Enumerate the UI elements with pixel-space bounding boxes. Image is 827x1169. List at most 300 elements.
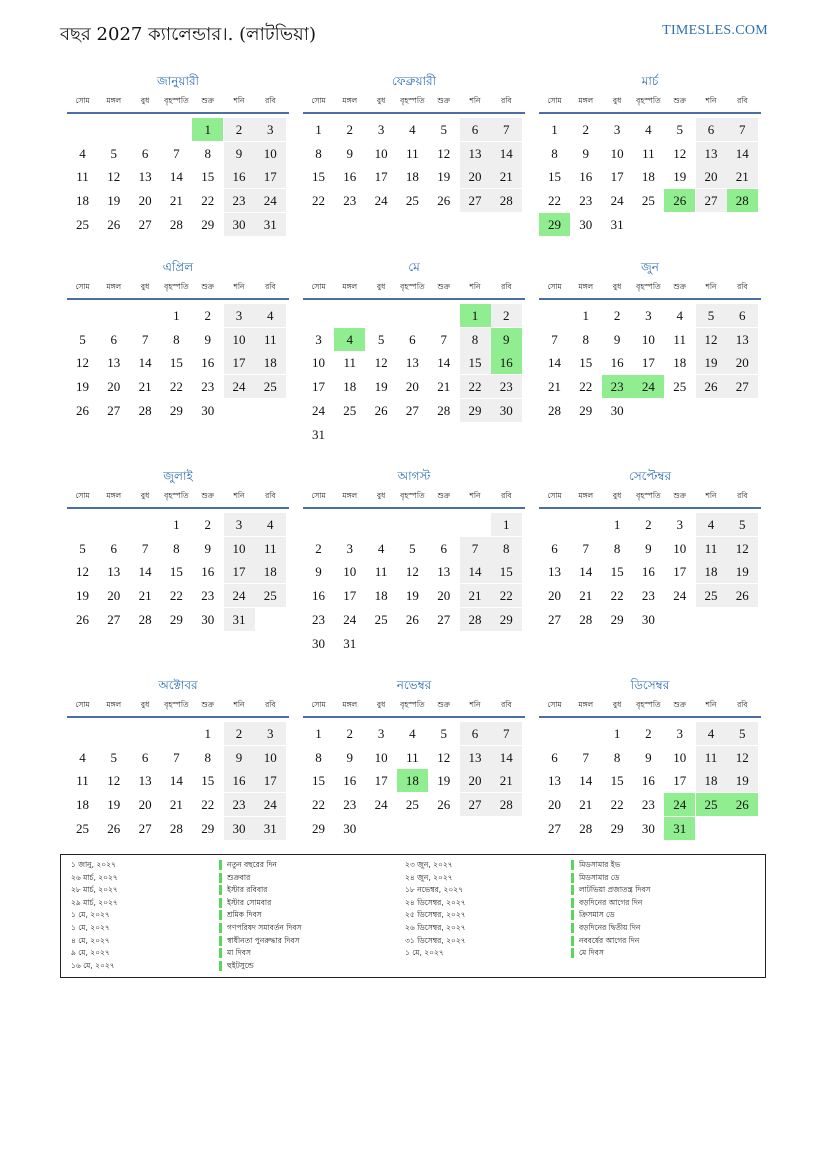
day-cell[interactable]: 14 <box>727 142 758 165</box>
day-cell[interactable]: 6 <box>460 722 491 745</box>
day-cell[interactable]: 10 <box>610 145 624 161</box>
day-cell[interactable]: 22 <box>610 797 624 813</box>
day-cell[interactable]: 9 <box>204 331 211 347</box>
day-cell[interactable]: 12 <box>107 773 121 789</box>
day-cell[interactable]: 9 <box>645 749 652 765</box>
day-cell[interactable]: 10 <box>641 331 655 347</box>
day-cell[interactable]: 5 <box>377 331 385 347</box>
day-cell[interactable]: 7 <box>173 145 180 161</box>
day-cell[interactable]: 14 <box>169 169 183 185</box>
day-cell[interactable]: 13 <box>548 564 561 580</box>
day-cell[interactable]: 3 <box>315 331 322 347</box>
day-cell[interactable]: 31 <box>255 213 286 236</box>
day-cell[interactable]: 2 <box>204 308 211 323</box>
day-cell[interactable]: 6 <box>440 540 447 556</box>
day-cell[interactable]: 7 <box>582 749 590 765</box>
day-cell[interactable]: 18 <box>405 169 419 185</box>
day-cell[interactable]: 7 <box>491 722 522 745</box>
day-cell[interactable]: 5 <box>110 145 118 161</box>
day-cell[interactable]: 18 <box>673 355 687 371</box>
day-cell[interactable]: 20 <box>696 165 727 188</box>
day-cell[interactable]: 26 <box>76 402 89 418</box>
day-cell[interactable]: 31 <box>343 635 357 651</box>
day-cell[interactable]: 18 <box>696 560 727 583</box>
day-cell[interactable]: 25 <box>673 379 687 395</box>
day-cell[interactable]: 19 <box>437 773 451 789</box>
day-cell[interactable]: 11 <box>642 145 655 161</box>
day-cell[interactable]: 21 <box>491 165 522 188</box>
day-cell[interactable]: 23 <box>343 797 357 813</box>
day-cell[interactable]: 4 <box>255 304 286 327</box>
day-cell[interactable]: 13 <box>138 169 152 185</box>
day-cell[interactable]: 24 <box>224 375 255 398</box>
day-cell[interactable]: 3 <box>377 122 385 137</box>
day-cell[interactable]: 26 <box>107 820 121 836</box>
day-cell[interactable]: 8 <box>204 145 211 161</box>
day-cell[interactable]: 14 <box>460 560 491 583</box>
day-cell[interactable]: 25 <box>405 193 419 209</box>
day-cell[interactable]: 27 <box>138 216 152 232</box>
day-cell[interactable]: 16 <box>343 773 357 789</box>
day-cell[interactable]: 21 <box>437 379 451 395</box>
day-cell[interactable]: 15 <box>460 351 491 374</box>
day-cell[interactable]: 19 <box>673 169 687 185</box>
day-cell[interactable]: 21 <box>138 379 152 395</box>
day-cell[interactable]: 22 <box>312 193 325 209</box>
day-cell[interactable]: 12 <box>673 145 687 161</box>
day-cell[interactable]: 18 <box>343 379 357 395</box>
day-cell[interactable]: 18 <box>696 769 727 792</box>
day-cell[interactable]: 11 <box>406 749 419 765</box>
day-cell[interactable]: 24 <box>610 193 624 209</box>
day-cell[interactable]: 12 <box>405 564 419 580</box>
day-cell[interactable]: 8 <box>315 145 322 161</box>
day-cell[interactable]: 26 <box>107 216 121 232</box>
day-cell[interactable]: 3 <box>255 722 286 745</box>
day-cell[interactable]: 20 <box>138 193 152 209</box>
day-cell[interactable]: 22 <box>491 584 522 607</box>
day-cell[interactable]: 27 <box>460 189 491 212</box>
day-cell[interactable]: 3 <box>224 304 255 327</box>
day-cell[interactable]: 19 <box>107 797 121 813</box>
day-cell[interactable]: 29 <box>460 399 491 422</box>
day-cell[interactable]: 22 <box>460 375 491 398</box>
day-cell[interactable]: 24 <box>255 793 286 816</box>
day-cell[interactable]: 6 <box>141 145 149 161</box>
day-cell[interactable]: 18 <box>76 193 89 209</box>
day-cell[interactable]: 15 <box>610 564 624 580</box>
holiday-day-cell[interactable]: 26 <box>727 793 758 816</box>
day-cell[interactable]: 6 <box>551 749 558 765</box>
day-cell[interactable]: 30 <box>641 820 655 836</box>
day-cell[interactable]: 24 <box>255 189 286 212</box>
day-cell[interactable]: 6 <box>551 540 558 556</box>
day-cell[interactable]: 30 <box>201 402 215 418</box>
day-cell[interactable]: 18 <box>76 797 89 813</box>
day-cell[interactable]: 5 <box>727 722 758 745</box>
day-cell[interactable]: 7 <box>141 331 149 347</box>
day-cell[interactable]: 22 <box>548 193 561 209</box>
day-cell[interactable]: 22 <box>169 588 183 604</box>
day-cell[interactable]: 6 <box>696 118 727 141</box>
day-cell[interactable]: 26 <box>437 797 451 813</box>
day-cell[interactable]: 22 <box>201 193 215 209</box>
day-cell[interactable]: 24 <box>673 588 687 604</box>
day-cell[interactable]: 17 <box>374 169 388 185</box>
day-cell[interactable]: 13 <box>405 355 419 371</box>
day-cell[interactable]: 21 <box>169 193 183 209</box>
day-cell[interactable]: 25 <box>696 584 727 607</box>
day-cell[interactable]: 6 <box>409 331 416 347</box>
day-cell[interactable]: 9 <box>224 746 255 769</box>
day-cell[interactable]: 2 <box>224 118 255 141</box>
day-cell[interactable]: 16 <box>201 355 215 371</box>
day-cell[interactable]: 15 <box>201 169 215 185</box>
day-cell[interactable]: 30 <box>201 611 215 627</box>
day-cell[interactable]: 31 <box>610 216 624 232</box>
day-cell[interactable]: 29 <box>201 820 215 836</box>
day-cell[interactable]: 27 <box>405 402 419 418</box>
day-cell[interactable]: 1 <box>582 308 590 323</box>
day-cell[interactable]: 3 <box>346 540 354 556</box>
day-cell[interactable]: 24 <box>343 611 357 627</box>
day-cell[interactable]: 8 <box>204 749 211 765</box>
holiday-day-cell[interactable]: 29 <box>539 213 570 236</box>
day-cell[interactable]: 2 <box>582 122 590 137</box>
day-cell[interactable]: 27 <box>107 402 121 418</box>
day-cell[interactable]: 26 <box>405 611 419 627</box>
day-cell[interactable]: 13 <box>437 564 451 580</box>
day-cell[interactable]: 25 <box>374 611 388 627</box>
day-cell[interactable]: 8 <box>613 540 621 556</box>
day-cell[interactable]: 6 <box>141 749 149 765</box>
day-cell[interactable]: 20 <box>548 588 561 604</box>
day-cell[interactable]: 2 <box>204 517 211 532</box>
day-cell[interactable]: 8 <box>582 331 590 347</box>
day-cell[interactable]: 5 <box>676 122 683 137</box>
day-cell[interactable]: 10 <box>343 564 357 580</box>
day-cell[interactable]: 30 <box>579 216 593 232</box>
day-cell[interactable]: 23 <box>201 588 215 604</box>
holiday-day-cell[interactable]: 18 <box>397 769 428 792</box>
day-cell[interactable]: 10 <box>673 749 687 765</box>
brand-link[interactable]: TIMESLES.COM <box>662 23 768 38</box>
day-cell[interactable]: 1 <box>491 513 522 536</box>
day-cell[interactable]: 4 <box>409 122 416 137</box>
day-cell[interactable]: 19 <box>374 379 388 395</box>
day-cell[interactable]: 29 <box>579 402 593 418</box>
day-cell[interactable]: 27 <box>437 611 451 627</box>
day-cell[interactable]: 5 <box>440 122 447 137</box>
day-cell[interactable]: 14 <box>548 355 561 371</box>
day-cell[interactable]: 12 <box>437 145 451 161</box>
day-cell[interactable]: 11 <box>696 746 727 769</box>
day-cell[interactable]: 28 <box>460 608 491 631</box>
day-cell[interactable]: 14 <box>579 564 593 580</box>
day-cell[interactable]: 17 <box>224 351 255 374</box>
day-cell[interactable]: 5 <box>79 540 86 556</box>
day-cell[interactable]: 1 <box>613 517 621 532</box>
day-cell[interactable]: 8 <box>551 145 558 161</box>
day-cell[interactable]: 17 <box>255 769 286 792</box>
day-cell[interactable]: 15 <box>169 355 183 371</box>
day-cell[interactable]: 20 <box>107 588 121 604</box>
day-cell[interactable]: 28 <box>491 189 522 212</box>
day-cell[interactable]: 11 <box>343 355 357 371</box>
day-cell[interactable]: 21 <box>727 165 758 188</box>
day-cell[interactable]: 7 <box>460 537 491 560</box>
day-cell[interactable]: 28 <box>437 402 451 418</box>
day-cell[interactable]: 29 <box>491 608 522 631</box>
day-cell[interactable]: 19 <box>437 169 451 185</box>
holiday-day-cell[interactable]: 26 <box>664 189 695 212</box>
day-cell[interactable]: 15 <box>548 169 561 185</box>
day-cell[interactable]: 30 <box>224 213 255 236</box>
day-cell[interactable]: 10 <box>224 328 255 351</box>
day-cell[interactable]: 10 <box>255 142 286 165</box>
day-cell[interactable]: 29 <box>169 402 183 418</box>
day-cell[interactable]: 28 <box>579 820 593 836</box>
day-cell[interactable]: 2 <box>224 722 255 745</box>
day-cell[interactable]: 3 <box>377 726 385 741</box>
day-cell[interactable]: 24 <box>224 584 255 607</box>
day-cell[interactable]: 13 <box>138 773 152 789</box>
day-cell[interactable]: 30 <box>343 820 357 836</box>
day-cell[interactable]: 17 <box>224 560 255 583</box>
day-cell[interactable]: 17 <box>374 773 388 789</box>
day-cell[interactable]: 16 <box>201 564 215 580</box>
day-cell[interactable]: 16 <box>343 169 357 185</box>
day-cell[interactable]: 25 <box>641 193 655 209</box>
day-cell[interactable]: 10 <box>673 540 687 556</box>
day-cell[interactable]: 18 <box>255 560 286 583</box>
day-cell[interactable]: 2 <box>645 726 652 741</box>
day-cell[interactable]: 12 <box>696 328 727 351</box>
day-cell[interactable]: 28 <box>169 216 183 232</box>
day-cell[interactable]: 12 <box>76 355 89 371</box>
day-cell[interactable]: 5 <box>79 331 86 347</box>
day-cell[interactable]: 4 <box>377 540 385 556</box>
day-cell[interactable]: 27 <box>460 793 491 816</box>
day-cell[interactable]: 13 <box>548 773 561 789</box>
day-cell[interactable]: 9 <box>204 540 211 556</box>
day-cell[interactable]: 9 <box>582 145 590 161</box>
day-cell[interactable]: 10 <box>255 746 286 769</box>
day-cell[interactable]: 19 <box>727 769 758 792</box>
day-cell[interactable]: 24 <box>374 797 388 813</box>
day-cell[interactable]: 30 <box>224 817 255 840</box>
day-cell[interactable]: 12 <box>374 355 388 371</box>
day-cell[interactable]: 21 <box>491 769 522 792</box>
holiday-day-cell[interactable]: 31 <box>664 817 695 840</box>
day-cell[interactable]: 19 <box>76 588 89 604</box>
day-cell[interactable]: 17 <box>610 169 624 185</box>
day-cell[interactable]: 4 <box>676 308 683 323</box>
day-cell[interactable]: 18 <box>641 169 655 185</box>
day-cell[interactable]: 25 <box>405 797 419 813</box>
holiday-day-cell[interactable]: 1 <box>460 304 491 327</box>
day-cell[interactable]: 16 <box>641 773 655 789</box>
day-cell[interactable]: 14 <box>579 773 593 789</box>
day-cell[interactable]: 3 <box>255 118 286 141</box>
day-cell[interactable]: 4 <box>79 145 86 161</box>
day-cell[interactable]: 8 <box>315 749 322 765</box>
day-cell[interactable]: 23 <box>224 189 255 212</box>
day-cell[interactable]: 17 <box>255 165 286 188</box>
holiday-day-cell[interactable]: 23 <box>602 375 633 398</box>
day-cell[interactable]: 25 <box>255 375 286 398</box>
day-cell[interactable]: 16 <box>610 355 624 371</box>
day-cell[interactable]: 9 <box>315 564 322 580</box>
day-cell[interactable]: 26 <box>696 375 727 398</box>
day-cell[interactable]: 1 <box>551 122 558 137</box>
day-cell[interactable]: 16 <box>641 564 655 580</box>
holiday-day-cell[interactable]: 1 <box>192 118 223 141</box>
day-cell[interactable]: 4 <box>409 726 416 741</box>
day-cell[interactable]: 9 <box>346 145 354 161</box>
day-cell[interactable]: 28 <box>138 402 152 418</box>
day-cell[interactable]: 9 <box>645 540 652 556</box>
day-cell[interactable]: 23 <box>641 588 655 604</box>
day-cell[interactable]: 29 <box>169 611 183 627</box>
day-cell[interactable]: 20 <box>727 351 758 374</box>
day-cell[interactable]: 16 <box>579 169 593 185</box>
day-cell[interactable]: 2 <box>491 304 522 327</box>
day-cell[interactable]: 13 <box>460 142 491 165</box>
day-cell[interactable]: 14 <box>138 564 152 580</box>
day-cell[interactable]: 3 <box>676 726 683 741</box>
day-cell[interactable]: 23 <box>491 375 522 398</box>
day-cell[interactable]: 26 <box>727 584 758 607</box>
day-cell[interactable]: 30 <box>610 402 624 418</box>
day-cell[interactable]: 10 <box>374 749 388 765</box>
day-cell[interactable]: 28 <box>138 611 152 627</box>
day-cell[interactable]: 1 <box>613 726 621 741</box>
day-cell[interactable]: 22 <box>201 797 215 813</box>
day-cell[interactable]: 7 <box>727 118 758 141</box>
day-cell[interactable]: 10 <box>224 537 255 560</box>
day-cell[interactable]: 14 <box>169 773 183 789</box>
day-cell[interactable]: 11 <box>76 773 89 789</box>
day-cell[interactable]: 2 <box>315 540 322 556</box>
day-cell[interactable]: 7 <box>491 118 522 141</box>
day-cell[interactable]: 27 <box>138 820 152 836</box>
day-cell[interactable]: 18 <box>255 351 286 374</box>
day-cell[interactable]: 30 <box>491 399 522 422</box>
day-cell[interactable]: 27 <box>727 375 758 398</box>
day-cell[interactable]: 5 <box>696 304 727 327</box>
day-cell[interactable]: 6 <box>460 118 491 141</box>
day-cell[interactable]: 14 <box>491 142 522 165</box>
day-cell[interactable]: 19 <box>405 588 419 604</box>
day-cell[interactable]: 8 <box>460 328 491 351</box>
holiday-day-cell[interactable]: 4 <box>334 328 365 351</box>
day-cell[interactable]: 16 <box>224 769 255 792</box>
day-cell[interactable]: 19 <box>727 560 758 583</box>
holiday-day-cell[interactable]: 24 <box>633 375 664 398</box>
day-cell[interactable]: 20 <box>437 588 451 604</box>
day-cell[interactable]: 20 <box>548 797 561 813</box>
day-cell[interactable]: 22 <box>169 379 183 395</box>
day-cell[interactable]: 15 <box>312 169 325 185</box>
day-cell[interactable]: 23 <box>201 379 215 395</box>
day-cell[interactable]: 21 <box>138 588 152 604</box>
day-cell[interactable]: 3 <box>645 308 652 323</box>
day-cell[interactable]: 27 <box>107 611 121 627</box>
day-cell[interactable]: 19 <box>107 193 121 209</box>
day-cell[interactable]: 8 <box>491 537 522 560</box>
day-cell[interactable]: 15 <box>169 564 183 580</box>
day-cell[interactable]: 30 <box>312 635 325 651</box>
day-cell[interactable]: 20 <box>405 379 419 395</box>
day-cell[interactable]: 12 <box>437 749 451 765</box>
day-cell[interactable]: 13 <box>727 328 758 351</box>
day-cell[interactable]: 10 <box>374 145 388 161</box>
day-cell[interactable]: 17 <box>673 773 687 789</box>
day-cell[interactable]: 26 <box>374 402 388 418</box>
day-cell[interactable]: 29 <box>312 820 325 836</box>
day-cell[interactable]: 6 <box>110 331 118 347</box>
day-cell[interactable]: 17 <box>312 379 325 395</box>
day-cell[interactable]: 26 <box>76 611 89 627</box>
day-cell[interactable]: 13 <box>107 355 121 371</box>
day-cell[interactable]: 11 <box>374 564 388 580</box>
day-cell[interactable]: 7 <box>173 749 180 765</box>
day-cell[interactable]: 13 <box>107 564 121 580</box>
day-cell[interactable]: 21 <box>579 797 593 813</box>
day-cell[interactable]: 7 <box>582 540 590 556</box>
day-cell[interactable]: 1 <box>204 726 211 741</box>
day-cell[interactable]: 30 <box>641 611 655 627</box>
day-cell[interactable]: 29 <box>201 216 215 232</box>
day-cell[interactable]: 21 <box>169 797 183 813</box>
day-cell[interactable]: 1 <box>173 517 180 532</box>
day-cell[interactable]: 1 <box>315 726 322 741</box>
day-cell[interactable]: 7 <box>141 540 149 556</box>
day-cell[interactable]: 15 <box>610 773 624 789</box>
day-cell[interactable]: 28 <box>491 793 522 816</box>
holiday-day-cell[interactable]: 16 <box>491 351 522 374</box>
day-cell[interactable]: 22 <box>579 379 593 395</box>
day-cell[interactable]: 14 <box>138 355 152 371</box>
day-cell[interactable]: 3 <box>224 513 255 536</box>
day-cell[interactable]: 24 <box>374 193 388 209</box>
day-cell[interactable]: 28 <box>579 611 593 627</box>
day-cell[interactable]: 2 <box>645 517 652 532</box>
day-cell[interactable]: 31 <box>255 817 286 840</box>
day-cell[interactable]: 11 <box>673 331 686 347</box>
day-cell[interactable]: 23 <box>641 797 655 813</box>
day-cell[interactable]: 31 <box>224 608 255 631</box>
day-cell[interactable]: 23 <box>579 193 593 209</box>
day-cell[interactable]: 2 <box>613 308 621 323</box>
day-cell[interactable]: 7 <box>440 331 447 347</box>
day-cell[interactable]: 21 <box>548 379 561 395</box>
day-cell[interactable]: 5 <box>440 726 447 741</box>
day-cell[interactable]: 4 <box>696 722 727 745</box>
day-cell[interactable]: 27 <box>548 820 561 836</box>
day-cell[interactable]: 15 <box>201 773 215 789</box>
holiday-day-cell[interactable]: 28 <box>727 189 758 212</box>
day-cell[interactable]: 14 <box>491 746 522 769</box>
day-cell[interactable]: 4 <box>696 513 727 536</box>
day-cell[interactable]: 15 <box>579 355 593 371</box>
day-cell[interactable]: 8 <box>173 331 180 347</box>
day-cell[interactable]: 20 <box>460 769 491 792</box>
day-cell[interactable]: 31 <box>312 426 325 442</box>
day-cell[interactable]: 3 <box>613 122 621 137</box>
day-cell[interactable]: 8 <box>173 540 180 556</box>
